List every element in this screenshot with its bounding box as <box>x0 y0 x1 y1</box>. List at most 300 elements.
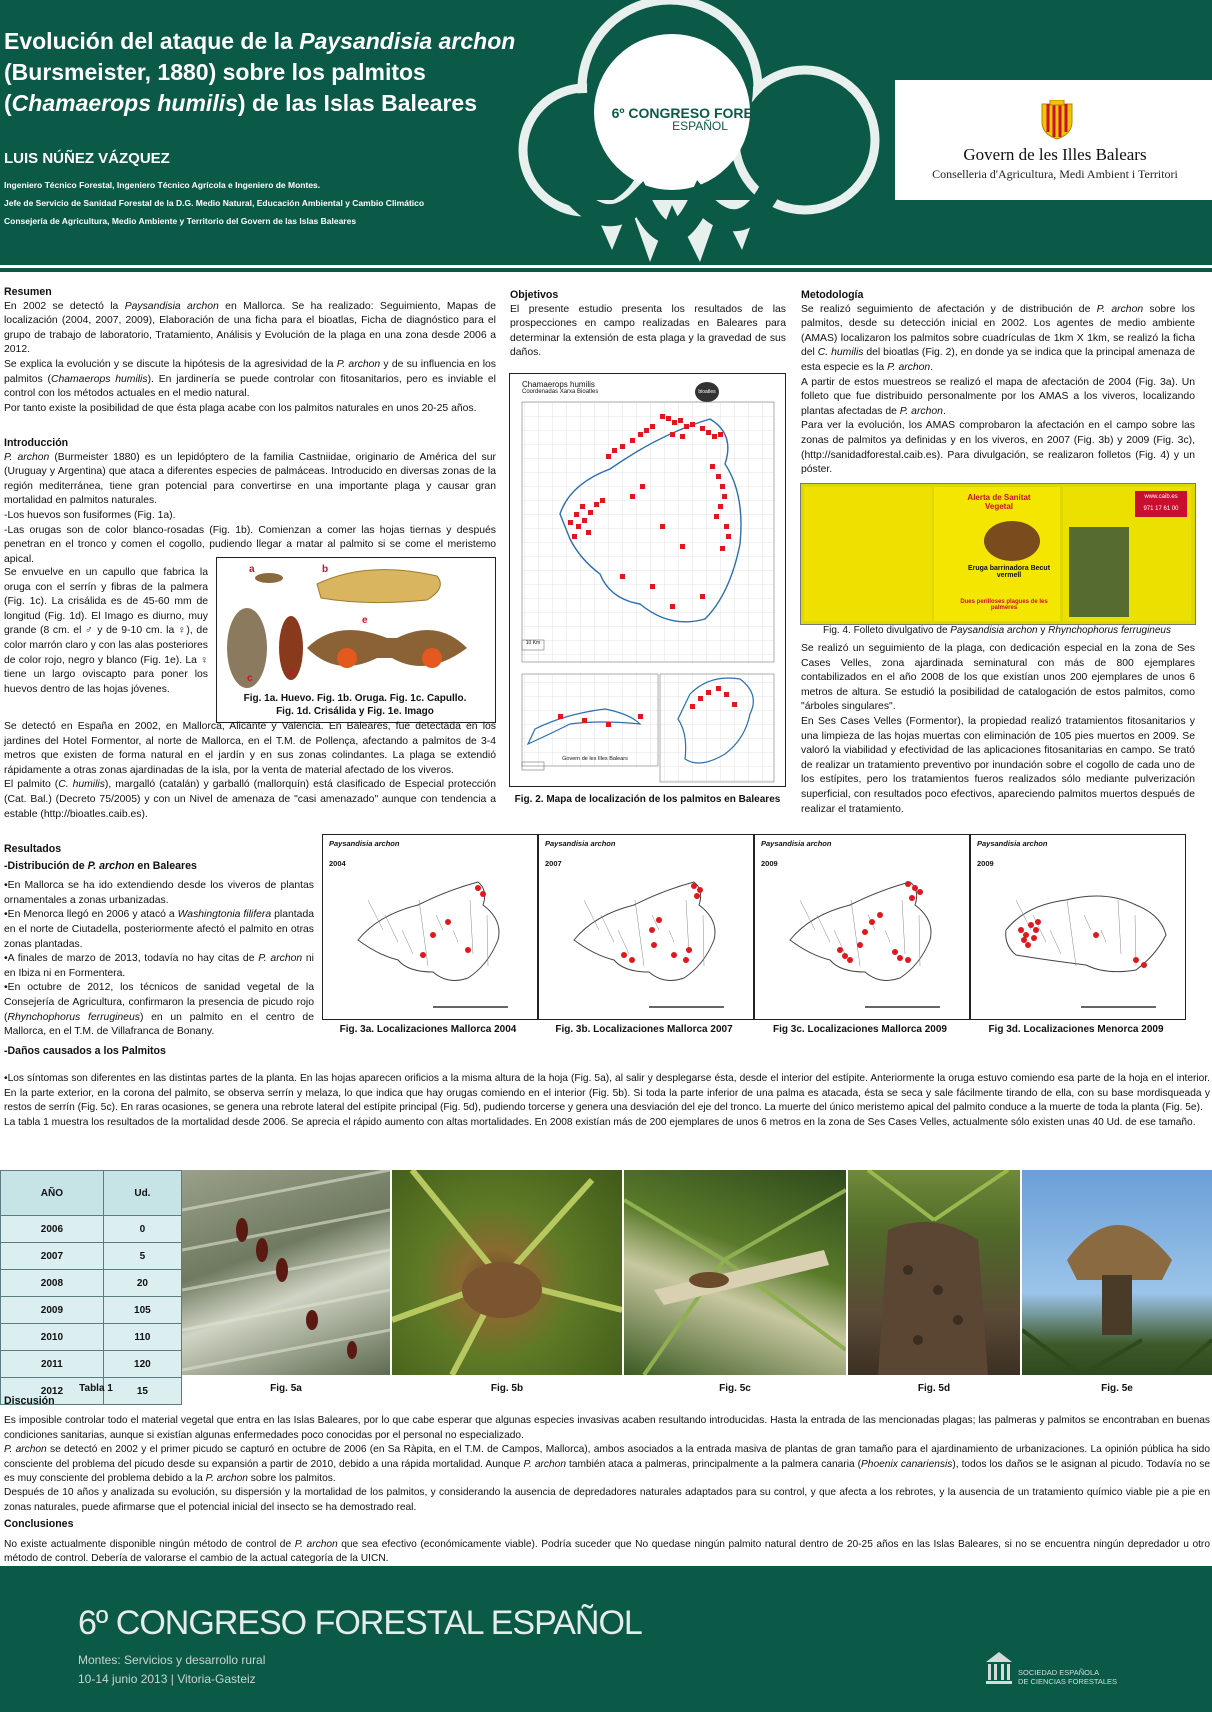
affected-location-dot <box>869 919 875 925</box>
affected-location-dot <box>897 955 903 961</box>
palm-presence-square <box>706 430 711 435</box>
affected-location-dot <box>1133 957 1139 963</box>
text: Se realizó seguimiento de afectación y de distribución de <box>801 303 1097 315</box>
palm-presence-square <box>712 434 717 439</box>
affected-location-dot <box>694 893 700 899</box>
figure-3-maps <box>322 834 1190 1035</box>
palm-presence-square <box>640 484 645 489</box>
fig5c-caption: Fig. 5c <box>719 1383 751 1394</box>
leaflet-panel-3 <box>1063 487 1191 621</box>
trunk-illustration <box>848 1170 1020 1375</box>
text: (Burmeister 1880) es un lepidóptero de la familia Castniidae, originario de América del sur (Uruguay y Argentina) que ataca a diferentes especies de palmáceas. Introducido en diversas zonas de la región mediterránea, tiene gran potencial para convertirse en una importante plaga y causar gran mortalidad en palmitos naturales. <box>4 451 496 507</box>
species-name: Paysandisia archon <box>950 625 1038 636</box>
society-building-icon <box>984 1650 1014 1686</box>
palm-presence-square <box>644 428 649 433</box>
affected-location-dot <box>686 947 692 953</box>
text: •En Menorca llegó en 2006 y atacó a <box>4 909 178 921</box>
intro-paragraph-3: -Las orugas son de color blanco-rosadas (Fig. 1b). Comienzan a comer las hojas tiernas y después penetran en el tronco y comen el cogollo, pudiendo llegar a matar al palmito si se come el meristemo apical. <box>4 524 496 565</box>
text: sobre los palmitos. <box>247 1473 336 1485</box>
table-cell-units: 5 <box>103 1243 181 1270</box>
leaflet-pest-names: Eruga barrinadora Becut vermell <box>967 565 1051 579</box>
balearic-distribution-map <box>510 374 785 786</box>
map-coordinates-label: Coordenadas Xarxa Bioatles <box>522 389 599 395</box>
palm-presence-square <box>720 484 725 489</box>
palm-presence-square <box>612 448 617 453</box>
palm-presence-square <box>630 438 635 443</box>
damage-section <box>4 1072 1210 1130</box>
text: •En octubre de 2012, los técnicos de sanidad vegetal de la Consejería de Agricultura, confirmaron la presencia de picudo rojo ( <box>4 982 314 1023</box>
fig5a-caption: Fig. 5a <box>270 1383 302 1394</box>
affected-location-dot <box>857 942 863 948</box>
affected-location-dot <box>671 952 677 958</box>
fig3-caption: Fig 3d. Localizaciones Menorca 2009 <box>988 1024 1164 1035</box>
text: en Mallorca. Se ha realizado: Seguimiento, Mapas de localización (2004, 2007, 2009), Elaboración de una ficha para el bioatlas, Ficha de diagnóstico para el grupo de trabajo de laboratorio, Tratamiento, Análisis y Evolución de la plaga en una zona desde 2006 a 2012. <box>4 300 496 356</box>
palm-presence-square <box>700 594 705 599</box>
text: El palmito ( <box>4 779 59 791</box>
figure-4-leaflets <box>800 483 1196 625</box>
affected-location-dot <box>877 912 883 918</box>
metodologia-paragraph-5: En Ses Cases Velles (Formentor), la propiedad realizó tratamientos fitosanitarios y una limpieza de las hojas muertas con eliminación de 105 pies muertos en 2009. Se valoró la viabilidad y efectividad de las aplicaciones fitosanitarias en campo. Se trató de realizar un tratamiento preventivo por inundación sobre el cogollo de cada uno de los estípites, pero los tratamientos fueros realizados sólo mediante pulverización superficial, con resultados poco efectivos, apareciendo palmitos muertos después de realizar el tratamiento. <box>801 715 1195 815</box>
fig1-caption-line2: Fig. 1d. Crisálida y Fig. 1e. Imago <box>276 706 434 717</box>
resumen-paragraph-2 <box>4 358 496 402</box>
bioatles-logo: bioatles <box>695 382 719 402</box>
government-department: Conselleria d'Agricultura, Medi Ambient i Territori <box>932 167 1178 181</box>
affected-location-dot <box>917 889 923 895</box>
affected-location-dot <box>1025 942 1031 948</box>
fig5b-caption: Fig. 5b <box>490 1383 524 1394</box>
palm-presence-square <box>690 422 695 427</box>
affiliation-3: Consejería de Agricultura, Medio Ambiente y Territorio del Govern de las Islas Baleares <box>4 216 357 226</box>
affected-location-dot <box>862 929 868 935</box>
result-bullet-2 <box>4 908 314 952</box>
intro-paragraph-5: Se detectó en España en 2002, en Mallorca, Alicante y Valencia. En Baleares, fue detectada en los jardines del Hotel Formentor, al norte de Mallorca, en el T.M. de Pollença, afectando a palmitos de 3-4 metros que existen de forma natural en el jardín y en sus zonas colindantes. La plaga se extendió rápidamente a otras zonas ajardinadas de la isla, por la venta de material afectado de los viveros. <box>4 721 496 776</box>
island-outline-map <box>323 835 533 1019</box>
photo-fig5d-lateral-shoot <box>848 1170 1020 1375</box>
affected-location-dot <box>629 957 635 963</box>
palm-presence-square <box>606 454 611 459</box>
affected-location-dot <box>892 949 898 955</box>
society-line: SOCIEDAD ESPAÑOLA <box>1018 1668 1100 1677</box>
table-row <box>1 1297 182 1324</box>
balearic-shield-icon <box>1040 100 1074 140</box>
imago-shape <box>307 630 467 666</box>
species-name: P. archon <box>1096 303 1144 315</box>
species-name: Rhynchophorus ferrugineus <box>7 1011 140 1023</box>
intro-section <box>4 436 496 567</box>
species-name: P. archon <box>87 859 135 872</box>
government-logo-box <box>895 80 1212 200</box>
map-year: 2007 <box>545 859 562 868</box>
species-name: Chamaerops humilis <box>50 373 148 385</box>
resumen-paragraph-1 <box>4 300 496 358</box>
conclusiones-heading: Conclusiones <box>4 1518 74 1531</box>
affected-location-dot <box>656 917 662 923</box>
intro-paragraph-1 <box>4 451 496 509</box>
map-year: 2009 <box>977 859 994 868</box>
fig4-caption <box>800 625 1194 636</box>
congress-badge <box>600 105 800 133</box>
frond-illustration <box>624 1170 846 1375</box>
table-row <box>1 1270 182 1297</box>
title-part: Evolución del ataque de la <box>4 28 300 54</box>
palm-presence-square <box>718 432 723 437</box>
table1-caption: Tabla 1 <box>79 1383 113 1394</box>
palm-presence-square <box>726 534 731 539</box>
palm-presence-square <box>650 424 655 429</box>
species-name: P. archon <box>258 953 303 965</box>
species-name: Paysandisia archon <box>124 300 219 312</box>
text: también ataca a palmeras, principalmente a la palmera canaria ( <box>566 1458 862 1470</box>
palm-presence-square <box>716 474 721 479</box>
text: Se explica la evolución y se discute la hipótesis de la agresividad de la <box>4 358 337 370</box>
fig1-label-a: a <box>249 564 255 575</box>
metodologia-paragraph-4: Se realizó un seguimiento de la plaga, con dedicación especial en la zona de Ses Cases Velles, zona ajardinada seminatural con más de 800 ejemplares contabilizados en el año 2008 de los que existían unos 200 ejemplares de unos 6 metros de altura. Se estudió la posibilidad de catalogación de estos palmitos, como "árboles singulares". <box>801 643 1195 713</box>
government-name: Govern de les Illes Balears <box>963 145 1147 164</box>
table-cell-year: 2012 <box>1 1378 104 1405</box>
affected-location-dot <box>842 953 848 959</box>
species-name: P. archon <box>336 358 381 370</box>
text: A partir de estos muestreos se realizó el mapa de afectación de 2004 (Fig. 3a). Un folleto que fue distribuido personalmente por los AMAS a los viveros, localizando plantas afectadas de <box>801 376 1195 417</box>
table-cell-units: 15 <box>103 1378 181 1405</box>
text: en Baleares <box>134 859 197 872</box>
affected-location-dot <box>912 885 918 891</box>
table-cell-units: 110 <box>103 1324 181 1351</box>
palm-presence-square <box>572 534 577 539</box>
intro-paragraph-2: -Los huevos son fusiformes (Fig. 1a). <box>4 509 176 521</box>
table-row <box>1 1351 182 1378</box>
fig3-caption: Fig. 3b. Localizaciones Mallorca 2007 <box>555 1024 733 1035</box>
palm-presence-square <box>680 434 685 439</box>
species-name: Phoenix canariensis <box>861 1458 953 1470</box>
species-name: P. archon <box>4 1444 47 1456</box>
text: plantada en el norte de Ciutadella, posteriormente afectó el palmito en otras zonas plantadas. <box>4 909 315 950</box>
map-scale-label: 10 Km <box>525 640 541 646</box>
palm-presence-square <box>574 512 579 517</box>
affected-location-dot <box>621 952 627 958</box>
affected-location-dot <box>420 952 426 958</box>
palm-presence-square <box>638 432 643 437</box>
species-name: P. archon <box>523 1458 567 1470</box>
affected-location-dot <box>649 927 655 933</box>
palm-presence-square <box>710 464 715 469</box>
palm-presence-square <box>576 524 581 529</box>
species-name: P. archon <box>899 405 943 417</box>
resultados-section <box>4 842 314 1058</box>
map-year: 2009 <box>761 859 778 868</box>
text: ) en un palmito en el centro de Mallorca, en el T.M. de Villafranca de Bonany. <box>4 1011 314 1038</box>
affected-location-dot <box>1093 932 1099 938</box>
text: . <box>942 405 946 417</box>
affected-location-dot <box>1033 927 1039 933</box>
palm-presence-square <box>698 696 703 701</box>
metodologia-paragraph-3: Para ver la evolución, los AMAS comprobaron la afectación en el campo sobre las zonas de palmitos ya definidas y en los viveros, en 2007 (Fig. 3b) y 2009 (Fig. 3c), (http://sanidadforestal.caib.es). Para divulgación, se realizaron folletos (Fig. 4) y un póster. <box>801 420 1195 476</box>
island-outline-map <box>539 835 749 1019</box>
title-species: Paysandisia archon <box>299 28 516 54</box>
result-bullet-1: •En Mallorca se ha ido extendiendo desde los viveros de plantas ornamentales a zonas urbanizadas. <box>4 880 314 906</box>
affiliation-1: Ingeniero Técnico Forestal, Ingeniero Técnico Agrícola e Ingeniero de Montes. <box>4 180 321 190</box>
objetivos-heading: Objetivos <box>510 289 559 301</box>
metodologia-heading: Metodología <box>801 289 864 301</box>
figure-2-map <box>509 373 786 787</box>
palm-presence-square <box>660 414 665 419</box>
conclusiones-paragraph <box>4 1538 1210 1567</box>
fig5d-caption: Fig. 5d <box>917 1383 951 1394</box>
result-bullet-4 <box>4 981 314 1039</box>
palm-presence-square <box>568 520 573 525</box>
fig3-caption: Fig. 3a. Localizaciones Mallorca 2004 <box>339 1024 517 1035</box>
resultados-heading: Resultados <box>4 843 62 855</box>
leaflet-footer: Dues perilloses plagues de les palmeres <box>960 599 1048 611</box>
mortality-table <box>0 1170 182 1405</box>
table-cell-units: 120 <box>103 1351 181 1378</box>
leaf-damage-illustration <box>182 1170 390 1375</box>
leaflet-web: www.caib.es <box>1144 494 1178 500</box>
palm-presence-square <box>586 530 591 535</box>
affected-location-dot <box>1018 927 1024 933</box>
larva-shape <box>317 570 440 603</box>
header-divider-band <box>0 268 1212 272</box>
palm-presence-square <box>690 704 695 709</box>
affected-location-dot <box>651 942 657 948</box>
palm-presence-square <box>620 574 625 579</box>
affiliation-2: Jefe de Servicio de Sanidad Forestal de la D.G. Medio Natural, Educación Ambiental y Cambio Climático <box>4 198 425 208</box>
text: se detectó en 2002 y el primer picudo se capturó en octubre de 2006 (en Sa Ràpita, en el T.M. de Campos, Mallorca), ambos asociados a la entrada masiva de plantas de gran tamaño para el ajardinamiento de urbanizaciones. La opinión pública ha sido consciente del problema del picudo desde su expansión a partir de 2010, debido a una rápida mortalidad. Aunque <box>4 1444 1210 1470</box>
poster-title <box>4 26 524 119</box>
text: ), todos los daños se le asignan al picudo. Todavía no se es muy consciente del problema debido a la <box>4 1458 1210 1485</box>
table-cell-year: 2010 <box>1 1324 104 1351</box>
text: No existe actualmente disponible ningún método de control de <box>4 1538 295 1550</box>
fig1-caption-line1: Fig. 1a. Huevo. Fig. 1b. Oruga. Fig. 1c. Capullo. <box>243 693 467 704</box>
palm-presence-square <box>680 544 685 549</box>
table-cell-year: 2006 <box>1 1216 104 1243</box>
map-species: Paysandisia archon <box>977 839 1048 848</box>
palm-presence-square <box>700 426 705 431</box>
palm-presence-square <box>670 604 675 609</box>
palm-presence-square <box>724 524 729 529</box>
resumen-paragraph-3: Por tanto existe la posibilidad de que ésta plaga acabe con los palmitos naturales en unos 20-25 años. <box>4 402 477 414</box>
fig1-label-c: c <box>247 673 253 684</box>
map-panel-2009-menorca <box>970 834 1186 1020</box>
affected-location-dot <box>683 957 689 963</box>
table-cell-units: 105 <box>103 1297 181 1324</box>
discusion-section <box>4 1394 1210 1566</box>
table-row <box>1 1243 182 1270</box>
palm-presence-square <box>558 714 563 719</box>
text: En 2002 se detectó la <box>4 300 125 312</box>
table-row <box>1 1216 182 1243</box>
leaflet-panel-2 <box>934 487 1060 621</box>
palm-presence-square <box>706 690 711 695</box>
leaflet-contact <box>1135 491 1187 517</box>
palm-presence-square <box>580 504 585 509</box>
species-name: Washingtonia filifera <box>177 909 272 921</box>
leaflet-alert-title: Alerta de Sanitat Vegetal <box>967 493 1031 511</box>
intro-heading: Introducción <box>4 437 69 449</box>
table-row <box>1 1324 182 1351</box>
text: Fig. 4. Folleto divulgativo de <box>823 625 951 636</box>
discusion-paragraph-3: Después de 10 años y analizada su evolución, su dispersión y la mortalidad de los palmitos, y considerando la ausencia de depredadores naturales adaptados para su control, y que afecta a los rebrotes, y la ausencia de un tratamiento químico viable pie a pie en zonas naturales, puede afirmarse que el potencial inicial del insecto se ha demostrado real. <box>4 1487 1210 1513</box>
palm-presence-square <box>660 524 665 529</box>
affected-location-dot <box>1031 935 1037 941</box>
text: que sea efectivo (económicamente viable). Podría suceder que No quedase ningún palmito natural dentro de 20-25 años en las Islas Baleares, si no se encuentra ningún depredador u otro método de control. Debería de valorarse el cambio de la actual categoría de la UICN. <box>4 1538 1210 1565</box>
photo-fig5e-dead-palm <box>1022 1170 1212 1375</box>
table-cell-year: 2011 <box>1 1351 104 1378</box>
palm-presence-square <box>582 718 587 723</box>
palm-presence-square <box>588 510 593 515</box>
fig1-label-d: d <box>289 668 296 679</box>
palm-presence-square <box>620 444 625 449</box>
fig3-caption: Fig 3c. Localizaciones Mallorca 2009 <box>773 1024 947 1035</box>
table-cell-year: 2007 <box>1 1243 104 1270</box>
photo-fig5b-crown-sawdust <box>392 1170 622 1375</box>
table-header-units: Ud. <box>103 1171 181 1216</box>
congress-badge-line1: 6º CONGRESO FORESTAL <box>611 105 789 121</box>
species-name: P. archon <box>4 451 50 463</box>
fig1-label-b: b <box>322 564 329 575</box>
palm-presence-square <box>594 502 599 507</box>
affected-location-dot <box>1021 937 1027 943</box>
discusion-heading: Discusión <box>4 1395 55 1407</box>
footer-date-location: 10-14 junio 2013 | Vitoria-Gasteiz <box>78 1672 256 1686</box>
palm-presence-square <box>606 722 611 727</box>
text: -Distribución de <box>4 859 88 872</box>
footer-society-name <box>1018 1668 1117 1686</box>
damage-paragraph-2: La tabla 1 muestra los resultados de la mortalidad desde 2006. Se aprecia el rápido aumento con altas mortalidades. En 2008 existían más de 200 ejemplares de unos 6 metros en la zona de Ses Cases Velles, actualmente sólo existen unas 40 Ud. de ese tamaño. <box>4 1116 1196 1128</box>
text: del bioatlas (Fig. 2), en donde ya se indica que la principal amenaza de esta especie es la <box>801 347 1195 373</box>
palm-presence-square <box>582 518 587 523</box>
species-name: P. archon <box>205 1473 248 1485</box>
palm-presence-square <box>600 498 605 503</box>
fig1-label-e: e <box>362 615 368 626</box>
palm-presence-square <box>722 494 727 499</box>
island-outline <box>358 882 499 980</box>
text: ), margalló (catalán) y garballó (mallorquín) está clasificado de Especial protección (Cat. Bal.) (Decreto 75/2005) y con un Nivel de amenaza de "casi amenazado" aunque con tendencia a estable (http://bioatles.caib.es). <box>4 779 496 820</box>
palm-presence-square <box>714 514 719 519</box>
metodologia-paragraph-1 <box>801 303 1195 376</box>
table-cell-units: 20 <box>103 1270 181 1297</box>
objetivos-paragraph: El presente estudio presenta los resultados de las prospecciones en campo realizadas en Baleares para determinar la extensión de esta plaga y la gravedad de sus daños. <box>510 303 786 359</box>
palm-presence-square <box>724 692 729 697</box>
photo-fig5c-dry-frond <box>624 1170 846 1375</box>
map-species: Paysandisia archon <box>761 839 832 848</box>
table-cell-year: 2008 <box>1 1270 104 1297</box>
palm-presence-square <box>678 418 683 423</box>
leaflet-panel-1 <box>804 487 932 621</box>
map-year: 2004 <box>329 859 346 868</box>
congress-badge-line2: ESPAÑOL <box>672 119 728 133</box>
table-cell-units: 0 <box>103 1216 181 1243</box>
affected-location-dot <box>445 919 451 925</box>
palm-presence-square <box>650 584 655 589</box>
species-name: C. humilis <box>58 779 105 791</box>
affected-location-dot <box>1035 919 1041 925</box>
moth-image <box>984 521 1040 561</box>
title-part: ( <box>4 90 12 116</box>
palm-presence-square <box>732 702 737 707</box>
palm-presence-square <box>720 546 725 551</box>
affected-location-dot <box>905 881 911 887</box>
species-name: Rhynchophorus ferrugineus <box>1048 625 1171 636</box>
palm-presence-square <box>638 714 643 719</box>
map-species: Paysandisia archon <box>329 839 400 848</box>
text: sobre los palmitos, desde su detección inicial en 2002. Los agentes de medio ambiente (AMAS) localizaron los palmitos sobre cuadrículas de 1km X 1km, se realizó la ficha del <box>801 303 1195 359</box>
leaflet-phone: 971 17 61 00 <box>1143 506 1179 512</box>
metodologia-continued <box>801 642 1195 817</box>
affected-location-dot <box>1028 922 1034 928</box>
dead-palm-illustration <box>1022 1170 1212 1375</box>
damage-paragraph-1: •Los síntomas son diferentes en las distintas partes de la planta. En las hojas aparecen orificios a la misma altura de la hoja (Fig. 5a), al salir y desplegarse ésta, desde el interior del estípite. Anteriormente la oruga estuvo comiendo esa parte de la hoja en el interior. En la parte exterior, en la corona del palmito, se observa serrín y melaza, lo que indica que hay orugas comiendo en el interior (Fig. 5b). Si toda la parte inferior de una palma es atacada, ésta se seca y sale fácilmente tirando de ella, con su base mordisqueada y restos de serrín (Fig. 5c). En raras ocasiones, se genera una rebrote lateral del estípite principal (Fig. 5d), pudiendo torcerse y genera una desviación del eje del tronco. La muerte del único meristemo apical del palmito conduce a la muerte de toda la planta (Fig. 5e). <box>4 1073 1210 1114</box>
author-name: LUIS NÚÑEZ VÁZQUEZ <box>4 150 170 167</box>
text: •A finales de marzo de 2013, todavía no hay citas de <box>4 953 259 965</box>
map-species: Paysandisia archon <box>545 839 616 848</box>
palm-presence-square <box>718 504 723 509</box>
map-panel-2009-mallorca <box>754 834 970 1020</box>
society-line: DE CIENCIAS FORESTALES <box>1018 1677 1118 1686</box>
discusion-paragraph-2 <box>4 1443 1210 1486</box>
intro-continued <box>4 720 496 822</box>
resumen-section <box>4 285 496 416</box>
palm-presence-square <box>684 424 689 429</box>
map-panel-2007-mallorca <box>538 834 754 1020</box>
map-species-title: Chamaerops humilis <box>522 380 595 389</box>
intro-paragraph-4: Se envuelve en un capullo que fabrica la oruga con el serrín y fibras de la palmera (Fig. 1c). La crisálida es de 45-60 mm de longitud (Fig. 1d). El Imago es diurno, muy grande (8 cm. el ♂ y de 9-10 cm. la ♀), de color marrón claro y con las alas posteriores de color rojo, negro y blanco (Fig. 1e). La ♀ tiene un largo oviscapto para poner los huevos dentro de las hojas jóvenes. <box>4 567 208 695</box>
species-name: C. humilis <box>817 347 864 359</box>
island-outline-map <box>755 835 965 1019</box>
island-outline <box>1006 896 1166 972</box>
species-name: P. archon <box>294 1538 338 1550</box>
table-cell-year: 2009 <box>1 1297 104 1324</box>
palm-presence-square <box>630 494 635 499</box>
affected-location-dot <box>480 891 486 897</box>
fig2-caption: Fig. 2. Mapa de localización de los palmitos en Baleares <box>514 794 781 805</box>
distribution-subheading <box>4 859 314 874</box>
map-credit-logo: Govern de les Illes Balears <box>562 756 628 762</box>
title-species: Chamaerops humilis <box>11 90 238 116</box>
palm-photo <box>1069 527 1129 617</box>
palm-presence-square <box>716 686 721 691</box>
title-part: (Bursmeister, 1880) sobre los palmitos <box>4 59 426 85</box>
text: . <box>930 361 934 373</box>
text: ). En jardinería se puede controlar con fitosanitarios, pero es inviable el control con los métodos actuales en el medio natural. <box>4 373 496 400</box>
metodologia-paragraph-2 <box>801 376 1195 420</box>
discusion-paragraph-1: Es imposible controlar todo el material vegetal que entra en las Islas Baleares, por lo que cabe esperar que algunas especies invasivas acaben resultando introducidas. Hasta la entrada de las mencionadas plagas; las palmeras y palmitos se encontraban en buenas condiciones sanitarias, aunque si existían algunas enfermedades poco conocidas por el personal no especializado. <box>4 1415 1210 1441</box>
result-bullet-3 <box>4 952 314 981</box>
metodologia-section <box>801 288 1195 478</box>
title-part: ) de las Islas Baleares <box>237 90 478 116</box>
affected-location-dot <box>1141 962 1147 968</box>
affected-location-dot <box>847 957 853 963</box>
intro-paragraph-6 <box>4 778 496 822</box>
photo-fig5a-leaf-holes <box>182 1170 390 1375</box>
table-header-year: AÑO <box>1 1171 104 1216</box>
palm-presence-square <box>672 420 677 425</box>
footer-subtitle: Montes: Servicios y desarrollo rural <box>78 1653 266 1667</box>
palm-presence-square <box>666 416 671 421</box>
resumen-heading: Resumen <box>4 286 52 298</box>
text: y <box>1037 625 1049 636</box>
footer-congress-title: 6º CONGRESO FORESTAL ESPAÑOL <box>78 1604 642 1642</box>
species-name: P. archon <box>887 361 931 373</box>
affected-location-dot <box>465 947 471 953</box>
affected-location-dot <box>430 932 436 938</box>
affected-location-dot <box>691 883 697 889</box>
island-outline-map <box>971 835 1181 1019</box>
affected-location-dot <box>475 885 481 891</box>
text: ni en Ibiza ni en Formentera. <box>4 953 314 979</box>
objetivos-section <box>510 288 786 361</box>
fig5e-caption: Fig. 5e <box>1101 1383 1133 1394</box>
crown-illustration <box>392 1170 622 1375</box>
